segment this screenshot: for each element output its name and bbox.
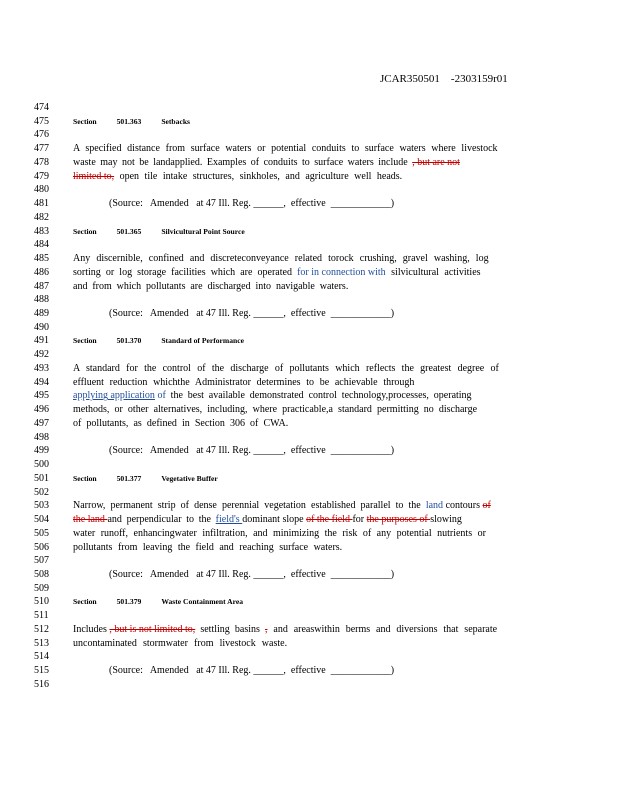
line-number: 489 [34,308,49,320]
deleted-text: the land [73,514,108,526]
line-number: 516 [34,678,49,690]
paragraph-line: pollutants from leaving the field and reaching surface waters. [73,541,343,553]
line-number: 482 [34,211,49,223]
paragraph-line: Any discernible, confined and discreteconveyance related torock crushing, gravel washing, log [73,253,489,265]
line-number: 513 [34,637,49,649]
paragraph-line: of pollutants, as defined in Section 306 of CWA. [73,417,289,429]
deleted-text: of the field [306,514,353,526]
doc-revision: -2303159r01 [450,73,508,85]
document-header [380,73,508,85]
line-number: 500 [34,459,49,471]
deleted-text: of [482,500,491,512]
paragraph-line: water runoff, enhancingwater infiltration, and minimizing the risk of any potential nutrients or [73,527,486,539]
paragraph-line: limited to, open tile intake structures, sinkholes, and agriculture well heads. [73,170,403,182]
line-number: 497 [34,417,49,429]
section-heading-501-379: Section 501.379 Waste Containment Area [73,597,244,607]
section-heading-501-377: Section 501.377 Vegetative Buffer [73,473,218,483]
line-number: 511 [34,610,49,622]
inserted-text: for in connection [297,266,366,278]
line-number: 503 [34,500,49,512]
inserted-text: field's [215,514,243,526]
line-number: 514 [34,651,49,663]
line-number: 512 [34,623,49,635]
deleted-text: , [264,623,268,635]
inserted-text: of [154,390,166,402]
line-number: 485 [34,253,49,265]
line-number: 479 [34,170,49,182]
section-heading-501-363: Section 501.363 Setbacks [73,116,191,126]
line-number: 493 [34,362,49,374]
paragraph-line: effluent reduction whichthe Administrator determines to be achievable through [73,376,415,388]
doc-id: JCAR350501 [380,73,440,85]
deleted-text: the purposes of [366,514,431,526]
line-number: 481 [34,198,49,210]
line-number: 490 [34,321,49,333]
line-number: 515 [34,665,49,677]
inserted-text: land [425,500,444,512]
paragraph-line: applying application of the best available demonstrated control technology,processes, operating [73,390,472,402]
line-number: 502 [34,486,49,498]
line-number: 480 [34,184,49,196]
paragraph-line: A standard for the control of the discharge of pollutants which reflects the greatest degree of [73,362,499,374]
source-note: (Source: Amended at 47 Ill. Reg. ______, effective ____________) [109,308,395,320]
line-number: 507 [34,555,49,567]
section-heading-501-365: Section 501.365 Silvicultural Point Source [73,226,245,236]
paragraph-line: methods, or other alternatives, including, where practicable,a standard permitting no discharge [73,404,478,416]
line-numbers [34,101,60,692]
line-number: 483 [34,225,49,237]
paragraph-line: the land and perpendicular to the field's dominant slope of the field for the purposes of slowing [73,514,462,526]
source-note: (Source: Amended at 47 Ill. Reg. ______, effective ____________) [109,445,395,457]
source-note: (Source: Amended at 47 Ill. Reg. ______, effective ____________) [109,198,395,210]
line-number: 476 [34,129,49,141]
line-number: 475 [34,115,49,127]
document-body [73,101,535,692]
section-heading-501-370: Section 501.370 Standard of Performance [73,336,244,346]
inserted-text: with [365,266,386,278]
line-number: 477 [34,143,49,155]
paragraph-line: sorting or log storage facilities which are operated for in connection with silvicultural activities [73,266,481,278]
line-number: 486 [34,266,49,278]
paragraph-line: Narrow, permanent strip of dense perennial vegetation established parallel to the land contours of [73,500,491,512]
paragraph-line: and from which pollutants are discharged into navigable waters. [73,280,349,292]
deleted-text: , but are not [412,156,460,168]
paragraph-line: uncontaminated stormwater from livestock waste. [73,637,288,649]
line-number: 505 [34,527,49,539]
deleted-text: , but is not limited to, [109,623,196,635]
line-number: 508 [34,568,49,580]
line-number: 487 [34,280,49,292]
paragraph-line: waste may not be landapplied. Examples of conduits to surface waters include , but are not [73,156,460,168]
line-number: 509 [34,582,49,594]
line-number: 510 [34,596,49,608]
source-note: (Source: Amended at 47 Ill. Reg. ______, effective ____________) [109,568,395,580]
line-number: 506 [34,541,49,553]
line-number: 496 [34,404,49,416]
line-number: 495 [34,390,49,402]
line-number: 501 [34,472,49,484]
inserted-text: applying application [73,390,155,402]
line-number: 499 [34,445,49,457]
line-number: 488 [34,294,49,306]
line-number: 498 [34,431,49,443]
deleted-text: limited to, [73,170,115,182]
paragraph-line: A specified distance from surface waters or potential conduits to surface waters where livestock [73,143,498,155]
line-number: 492 [34,349,49,361]
line-number: 478 [34,156,49,168]
line-number: 474 [34,102,49,113]
line-number: 491 [34,335,49,347]
paragraph-line: Includes , but is not limited to, settling basins , and areaswithin berms and diversions that separate [73,623,498,635]
line-number: 494 [34,376,49,388]
source-note: (Source: Amended at 47 Ill. Reg. ______, effective ____________) [109,665,395,677]
line-number: 484 [34,239,49,251]
line-number: 504 [34,514,49,526]
